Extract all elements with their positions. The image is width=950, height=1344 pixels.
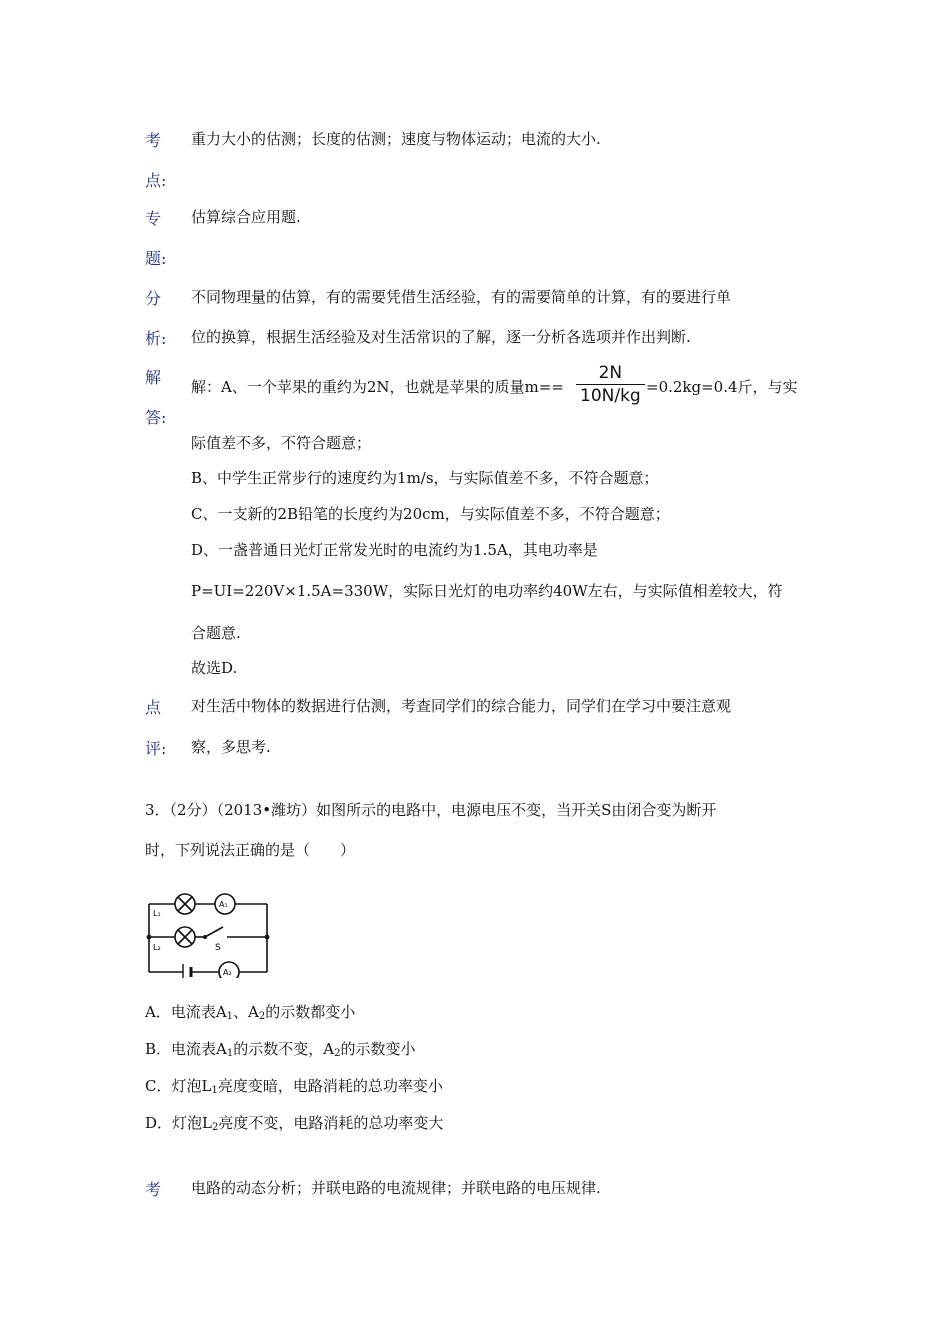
- question-3-line-2: 时，下列说法正确的是（ ）: [145, 841, 356, 859]
- kaodian-label: 考: [145, 131, 162, 150]
- kaodian-label-2: 点:: [145, 171, 167, 190]
- jieda-line-5: D、一盏普通日光灯正常发光时的电流约为1.5A，其电功率是: [191, 541, 598, 559]
- option-b-pre: B．电流表A: [145, 1040, 227, 1058]
- q3-kaodian-text: 电路的动态分析；并联电路的电流规律；并联电路的电压规律.: [191, 1179, 601, 1197]
- option-a-sub-2: 2: [258, 1011, 266, 1022]
- jieda-line-8: 故选D.: [191, 659, 238, 677]
- fraction-denominator: 10N/kg: [580, 386, 641, 406]
- option-b-sub-1: 1: [226, 1048, 234, 1059]
- option-c-post: 亮度变暗，电路消耗的总功率变小: [217, 1077, 443, 1095]
- dianping-label: 点: [145, 698, 162, 717]
- fenxi-line-2: 位的换算，根据生活经验及对生活常识的了解，逐一分析各选项并作出判断.: [191, 328, 691, 346]
- option-b-mid: 的示数不变，A: [233, 1040, 335, 1058]
- label-a1: A₁: [219, 900, 228, 909]
- option-b: [145, 1038, 415, 1059]
- fraction-numerator: 2N: [576, 362, 645, 385]
- zhuanti-label-2: 题:: [145, 249, 167, 268]
- option-a-sub-1: 1: [226, 1011, 234, 1022]
- q3-kaodian-label: 考: [145, 1180, 162, 1199]
- option-d-sub-1: 2: [212, 1122, 219, 1133]
- option-a-post: 的示数都变小: [265, 1003, 356, 1021]
- jieda-line-1-post: =0.2kg=0.4斤，与实: [646, 378, 798, 396]
- fenxi-label: 分: [145, 289, 162, 308]
- option-c-sub-1: 1: [211, 1085, 218, 1096]
- jieda-line-7: 合题意.: [191, 624, 241, 642]
- dianping-line-1: 对生活中物体的数据进行估测，考查同学们的综合能力，同学们在学习中要注意观: [191, 697, 732, 715]
- jieda-line-1-pre: 解：A、一个苹果的重约为2N，也就是苹果的质量m==: [191, 378, 564, 396]
- jieda-line-2: 际值差不多，不符合题意；: [191, 434, 372, 452]
- option-a-pre: A．电流表A: [145, 1003, 227, 1021]
- question-3-line-1: 3．（2分）（2013•潍坊）如图所示的电路中，电源电压不变，当开关S由闭合变为断开: [145, 801, 717, 819]
- fenxi-line-1: 不同物理量的估算，有的需要凭借生活经验，有的需要简单的计算，有的要进行单: [191, 288, 732, 306]
- option-a: [145, 1001, 355, 1022]
- fenxi-label-2: 析:: [145, 329, 167, 348]
- label-l2: L₂: [153, 943, 161, 952]
- option-c: [145, 1075, 443, 1096]
- label-l1: L₁: [153, 909, 161, 918]
- option-b-sub-2: 2: [334, 1048, 341, 1059]
- zhuanti-text: 估算综合应用题.: [191, 208, 301, 226]
- option-d: [145, 1112, 443, 1133]
- jieda-line-3: B、中学生正常步行的速度约为1m/s，与实际值差不多，不符合题意；: [191, 469, 659, 487]
- dianping-label-2: 评:: [145, 739, 167, 758]
- circuit-diagram: [143, 882, 275, 978]
- jieda-label-2: 答:: [145, 408, 167, 427]
- option-d-pre: D．灯泡L: [145, 1114, 212, 1132]
- label-s: S: [215, 943, 221, 953]
- jieda-label: 解: [145, 368, 162, 387]
- option-b-post: 的示数变小: [340, 1040, 416, 1058]
- kaodian-text: 重力大小的估测；长度的估测；速度与物体运动；电流的大小.: [191, 130, 601, 148]
- zhuanti-label: 专: [145, 209, 162, 228]
- dianping-line-2: 察，多思考.: [191, 738, 271, 756]
- label-a2: A₂: [223, 968, 232, 977]
- option-c-pre: C．灯泡L: [145, 1077, 212, 1095]
- option-a-mid: 、A: [233, 1003, 259, 1021]
- jieda-line-4: C、一支新的2B铅笔的长度约为20cm，与实际值差不多，不符合题意；: [191, 505, 670, 523]
- option-d-post: 亮度不变，电路消耗的总功率变大: [218, 1114, 444, 1132]
- jieda-line-6: P=UI=220V×1.5A=330W，实际日光灯的电功率约40W左右，与实际值相差较大，符: [191, 582, 783, 600]
- mass-fraction: [576, 362, 645, 407]
